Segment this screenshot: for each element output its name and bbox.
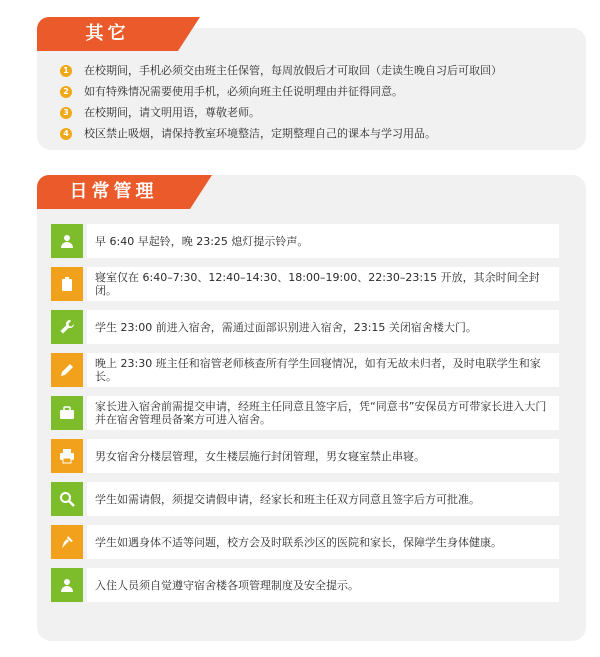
rule-row: [51, 439, 559, 473]
medical-icon: [51, 525, 83, 559]
rule-text: 学生如需请假，须提交请假申请，经家长和班主任双方同意且签字后方可批准。: [87, 482, 559, 516]
rule-row: [51, 267, 559, 301]
rule-text: 学生 23:00 前进入宿舍，需通过面部识别进入宿舍，23:15 关闭宿舍楼大门。: [87, 310, 559, 344]
briefcase-icon: [51, 396, 83, 430]
daily-section-title: 日常管理: [37, 175, 190, 209]
number-badge: 3: [60, 107, 72, 119]
list-item: [60, 82, 580, 102]
list-item: [60, 103, 580, 123]
note-text: 如有特殊情况需要使用手机，必须向班主任说明理由并征得同意。: [84, 85, 403, 98]
rule-text: 晚上 23:30 班主任和宿管老师核查所有学生回寝情况，如有无故未归者，及时电联学生和家长。: [87, 353, 559, 387]
rule-text: 男女宿舍分楼层管理，女生楼层施行封闭管理，男女寝室禁止串寝。: [87, 439, 559, 473]
rule-row: [51, 310, 559, 344]
rule-row: [51, 224, 559, 258]
list-item: [60, 61, 580, 81]
rule-text: 学生如遇身体不适等问题，校方会及时联系沙区的医院和家长，保障学生身体健康。: [87, 525, 559, 559]
note-text: 在校期间，请文明用语，尊敬老师。: [84, 106, 260, 119]
person-icon: [51, 224, 83, 258]
rule-text: 早 6:40 早起铃，晚 23:25 熄灯提示铃声。: [87, 224, 559, 258]
clipboard-icon: [51, 267, 83, 301]
number-badge: 4: [60, 128, 72, 140]
rule-row: [51, 396, 559, 430]
rule-row: [51, 568, 559, 602]
pencil-icon: [51, 353, 83, 387]
list-item: [60, 124, 580, 144]
rule-text: 家长进入宿舍前需提交申请，经班主任同意且签字后，凭“同意书”安保员方可带家长进入大门并在宿舍管理员备案方可进入宿舍。: [87, 396, 559, 430]
note-text: 在校期间，手机必须交由班主任保管，每周放假后才可取回（走读生晚自习后可取回）: [84, 64, 502, 77]
person-icon: [51, 568, 83, 602]
search-icon: [51, 482, 83, 516]
note-text: 校区禁止吸烟，请保持教室环境整洁，定期整理自己的课本与学习用品。: [84, 127, 436, 140]
rule-text: 入住人员须自觉遵守宿舍楼各项管理制度及安全提示。: [87, 568, 559, 602]
printer-icon: [51, 439, 83, 473]
number-badge: 1: [60, 65, 72, 77]
other-section-title: 其它: [37, 17, 178, 51]
rule-row: [51, 353, 559, 387]
rule-row: [51, 525, 559, 559]
number-badge: 2: [60, 86, 72, 98]
rule-text: 寝室仅在 6:40–7:30、12:40–14:30、18:00–19:00、22:30–23:15 开放，其余时间全封闭。: [87, 267, 559, 301]
rule-row: [51, 482, 559, 516]
other-notes-list: [60, 61, 580, 145]
wrench-icon: [51, 310, 83, 344]
